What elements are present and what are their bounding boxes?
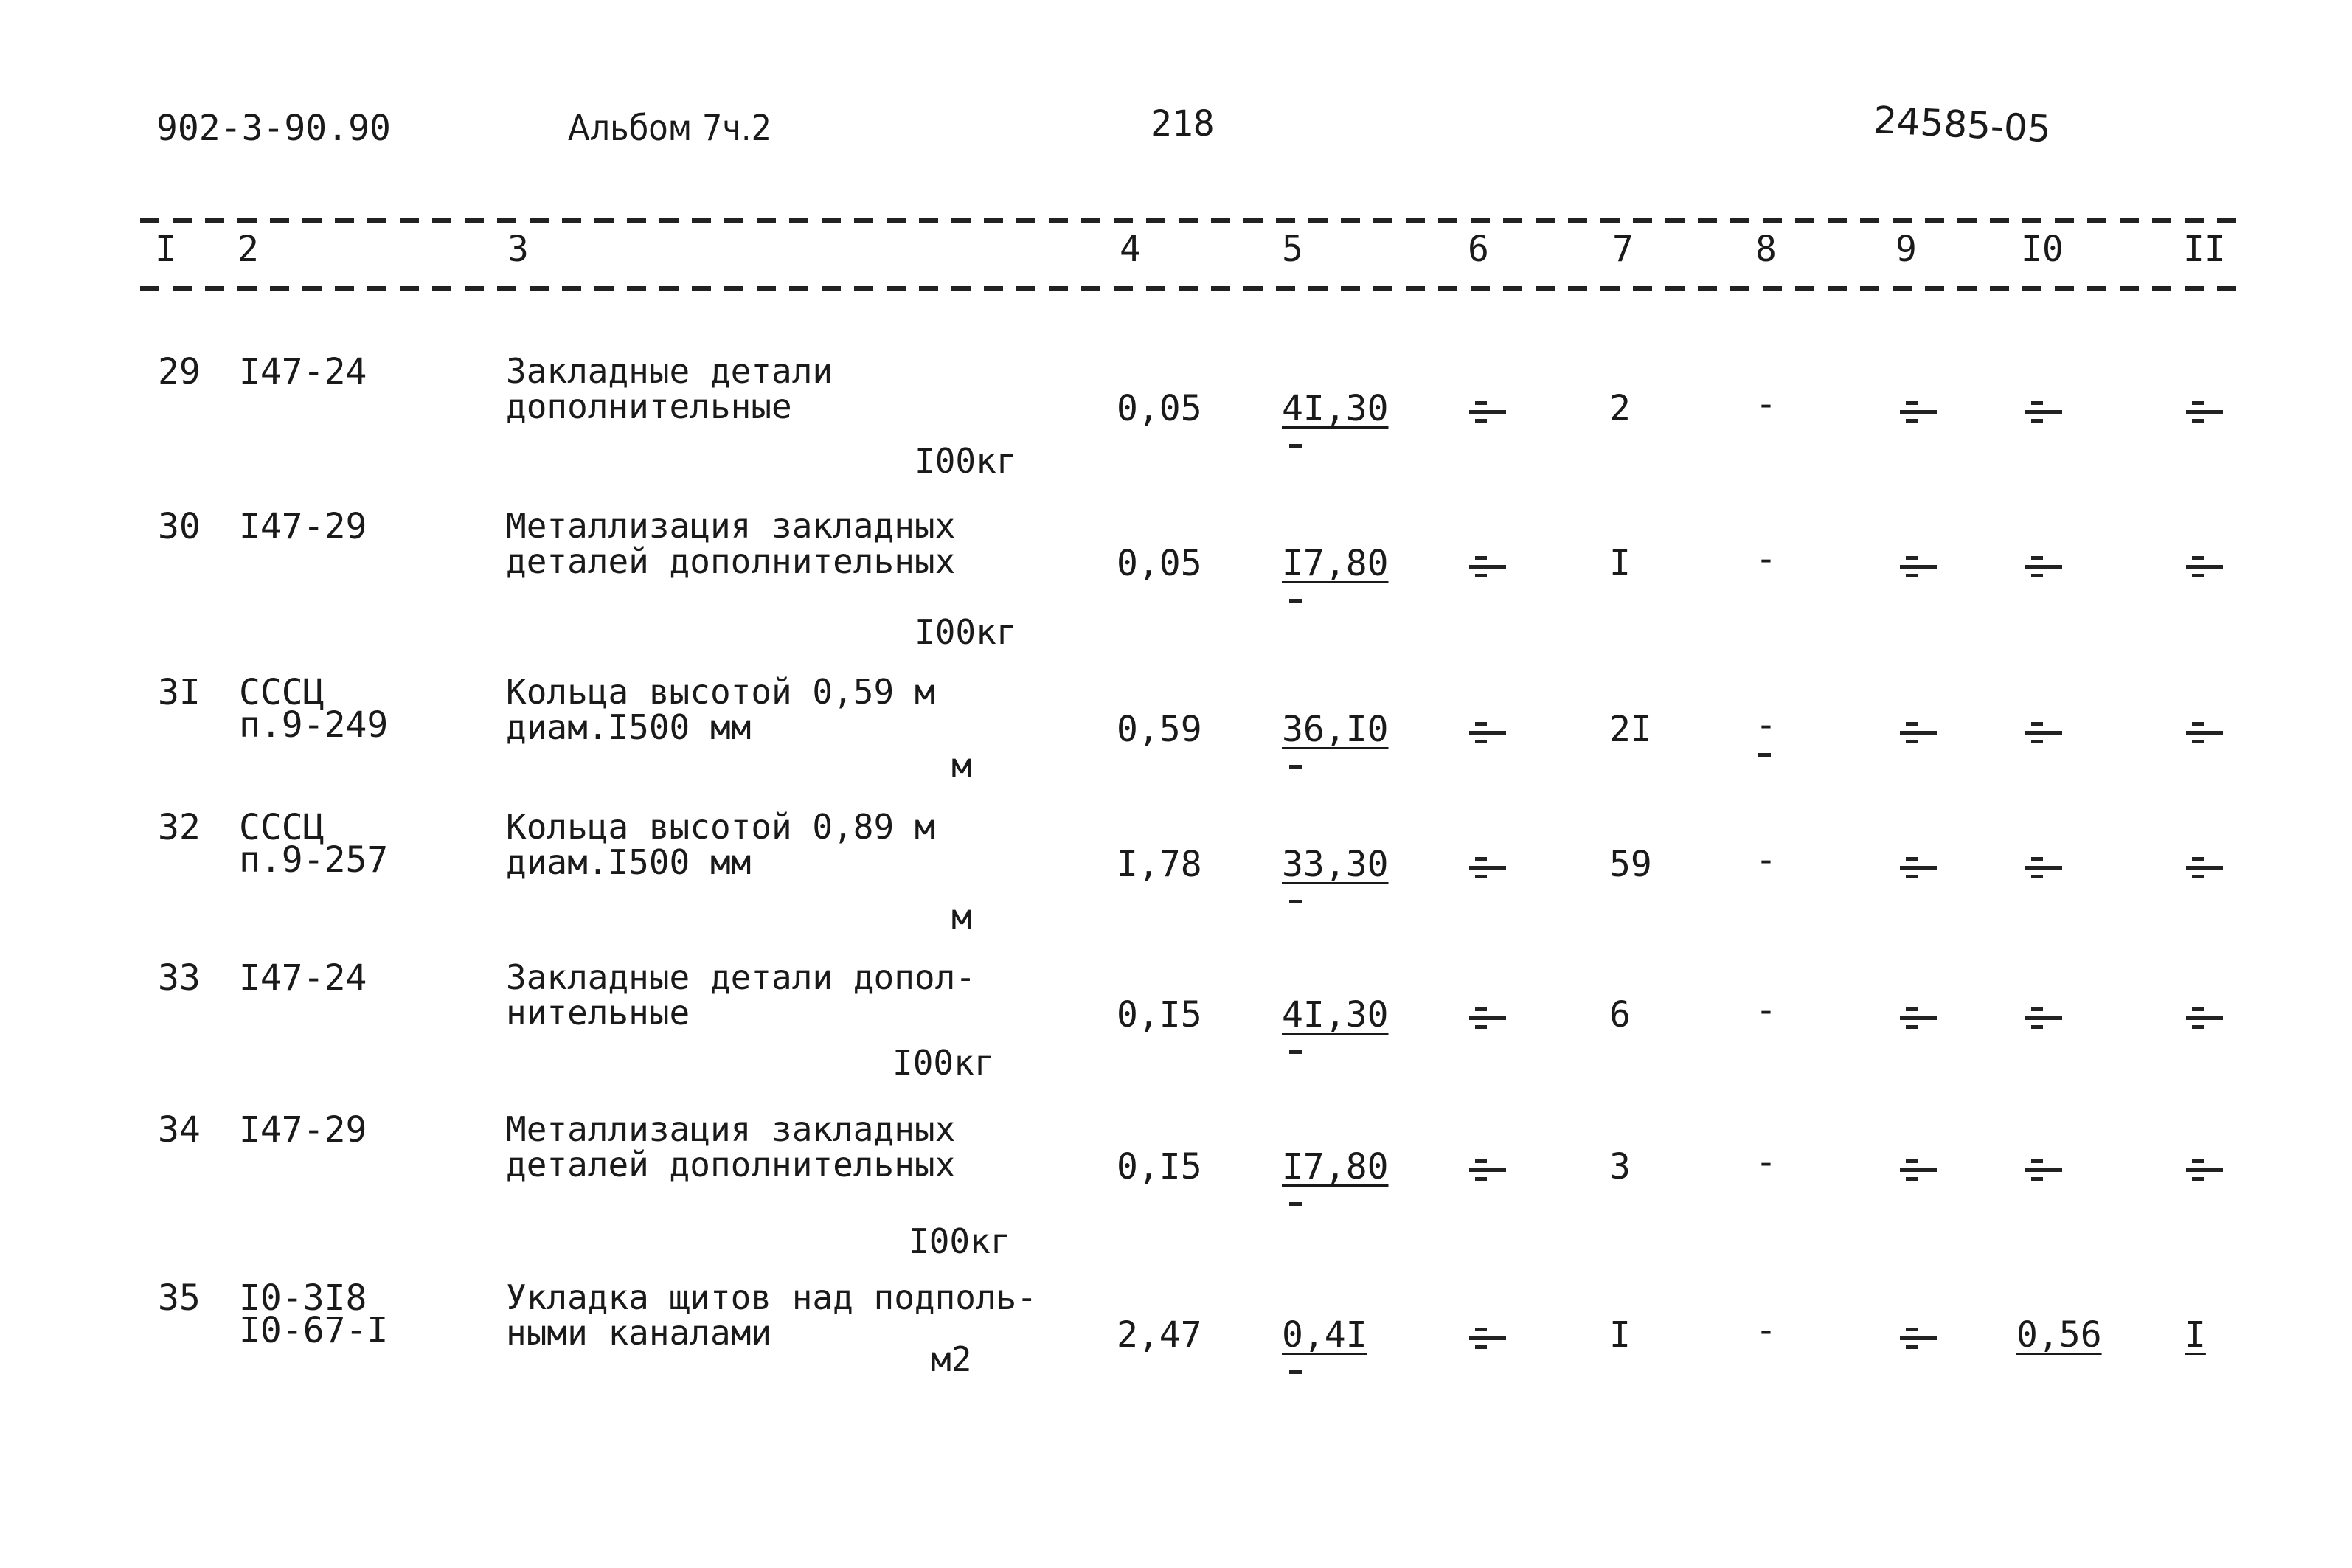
ditto-mark-col10 [2019, 1159, 2064, 1180]
ditto-mark-col6 [1463, 1007, 1508, 1028]
norm-code: СССЦ [239, 672, 325, 713]
unit-price: 0,4I [1282, 1314, 1367, 1356]
row-number: 34 [158, 1109, 201, 1151]
ditto-mark-col9 [1894, 1007, 1938, 1028]
quantity: 0,59 [1117, 709, 1202, 750]
work-description: деталей дополнительных [506, 1145, 956, 1184]
ditto-mark-col9 [1894, 401, 1938, 422]
col11-value: I [2185, 1314, 2206, 1356]
quantity: 0,I5 [1117, 1146, 1202, 1187]
norm-code: I47-29 [239, 1109, 367, 1151]
unit-price: 4I,30 [1282, 388, 1389, 429]
row-number: 33 [158, 957, 201, 999]
col7-value: 2I [1609, 709, 1652, 750]
col7-value: 6 [1609, 994, 1631, 1035]
norm-code: I0-67-I [239, 1310, 389, 1351]
row-number: 30 [158, 506, 201, 547]
column-header-6: 6 [1468, 229, 1489, 270]
unit-price: I7,80 [1282, 543, 1389, 584]
price-tick [1289, 1370, 1302, 1374]
col7-value: 3 [1609, 1146, 1631, 1187]
sheet-code: 24585-05 [1872, 98, 2053, 151]
ditto-mark-col9 [1894, 722, 1938, 743]
work-description: Закладные детали допол- [506, 957, 976, 997]
col8-value: - [1755, 384, 1777, 425]
ditto-mark-col10 [2019, 857, 2064, 878]
work-description: диам.I500 мм [506, 707, 752, 747]
price-tick [1289, 1202, 1302, 1206]
ditto-mark-col9 [1894, 556, 1938, 577]
row-number: 29 [158, 351, 201, 392]
price-tick [1289, 900, 1302, 903]
unit-of-measure: м [951, 897, 972, 937]
ditto-mark-col11 [2180, 556, 2224, 577]
column-header-5: 5 [1282, 229, 1303, 270]
price-tick [1289, 765, 1302, 769]
row-number: 35 [158, 1277, 201, 1319]
work-description: Металлизация закладных [506, 1109, 956, 1149]
quantity: 0,I5 [1117, 994, 1202, 1035]
ditto-mark-col9 [1894, 857, 1938, 878]
ditto-mark-col10 [2019, 401, 2064, 422]
work-description: Металлизация закладных [506, 506, 956, 546]
album-label: Альбом 7ч.2 [568, 108, 772, 149]
col8-value: - [1755, 990, 1777, 1031]
unit-of-measure: I00кг [892, 1043, 995, 1083]
work-description: диам.I500 мм [506, 842, 752, 882]
col7-value: I [1609, 1314, 1631, 1356]
unit-of-measure: I00кг [909, 1221, 1011, 1261]
work-description: Закладные детали [506, 351, 833, 391]
ditto-mark-col9 [1894, 1159, 1938, 1180]
unit-of-measure: м2 [931, 1339, 972, 1379]
work-description: Кольца высотой 0,89 м [506, 807, 935, 847]
col8-value: - [1755, 839, 1777, 881]
ditto-mark-col6 [1463, 1159, 1508, 1180]
column-header-2: 2 [237, 229, 259, 270]
norm-code: СССЦ [239, 807, 325, 848]
ditto-mark-col10 [2019, 722, 2064, 743]
ditto-mark-col6 [1463, 1328, 1508, 1348]
col8-second-dash [1758, 753, 1771, 757]
price-tick [1289, 1050, 1302, 1054]
work-description: ными каналами [506, 1313, 772, 1353]
column-header-7: 7 [1612, 229, 1634, 270]
project-code: 902-3-90.90 [156, 108, 391, 149]
ditto-mark-col11 [2180, 1159, 2224, 1180]
norm-code: п.9-249 [239, 704, 389, 746]
price-tick [1289, 444, 1302, 448]
work-description: Кольца высотой 0,59 м [506, 672, 935, 712]
col7-value: 59 [1609, 844, 1652, 885]
header-rule-top [140, 218, 2249, 223]
ditto-mark-col11 [2180, 722, 2224, 743]
unit-of-measure: I00кг [915, 612, 1017, 652]
unit-price: 33,30 [1282, 844, 1389, 885]
header-rule-bottom [140, 286, 2249, 291]
col8-value: - [1755, 704, 1777, 746]
ditto-mark-col6 [1463, 556, 1508, 577]
col8-value: - [1755, 1310, 1777, 1351]
col10-value: 0,56 [2016, 1314, 2102, 1356]
col8-value: - [1755, 538, 1777, 580]
column-header-10: I0 [2021, 229, 2064, 270]
quantity: 0,05 [1117, 388, 1202, 429]
unit-of-measure: м [951, 746, 972, 785]
col8-value: - [1755, 1142, 1777, 1183]
row-number: 3I [158, 672, 201, 713]
ditto-mark-col6 [1463, 401, 1508, 422]
ditto-mark-col11 [2180, 857, 2224, 878]
column-header-11: II [2183, 229, 2226, 270]
col7-value: I [1609, 543, 1631, 584]
price-tick [1289, 599, 1302, 603]
ditto-mark-col11 [2180, 401, 2224, 422]
unit-price: 36,I0 [1282, 709, 1389, 750]
quantity: I,78 [1117, 844, 1202, 885]
unit-of-measure: I00кг [915, 441, 1017, 481]
unit-price: 4I,30 [1282, 994, 1389, 1035]
ditto-mark-col10 [2019, 556, 2064, 577]
column-header-9: 9 [1895, 229, 1917, 270]
column-header-4: 4 [1120, 229, 1141, 270]
ditto-mark-col9 [1894, 1328, 1938, 1348]
page-number: 218 [1151, 103, 1215, 145]
col7-value: 2 [1609, 388, 1631, 429]
work-description: нительные [506, 993, 690, 1033]
work-description: деталей дополнительных [506, 541, 956, 581]
work-description: дополнительные [506, 386, 792, 426]
ditto-mark-col6 [1463, 722, 1508, 743]
norm-code: I47-29 [239, 506, 367, 547]
quantity: 0,05 [1117, 543, 1202, 584]
quantity: 2,47 [1117, 1314, 1202, 1356]
norm-code: I0-3I8 [239, 1277, 367, 1319]
ditto-mark-col10 [2019, 1007, 2064, 1028]
ditto-mark-col6 [1463, 857, 1508, 878]
norm-code: I47-24 [239, 957, 367, 999]
row-number: 32 [158, 807, 201, 848]
column-header-3: 3 [507, 229, 529, 270]
ditto-mark-col11 [2180, 1007, 2224, 1028]
column-header-1: I [155, 229, 176, 270]
norm-code: п.9-257 [239, 839, 389, 881]
unit-price: I7,80 [1282, 1146, 1389, 1187]
work-description: Укладка щитов над подполь- [506, 1277, 1038, 1317]
column-header-8: 8 [1755, 229, 1777, 270]
norm-code: I47-24 [239, 351, 367, 392]
